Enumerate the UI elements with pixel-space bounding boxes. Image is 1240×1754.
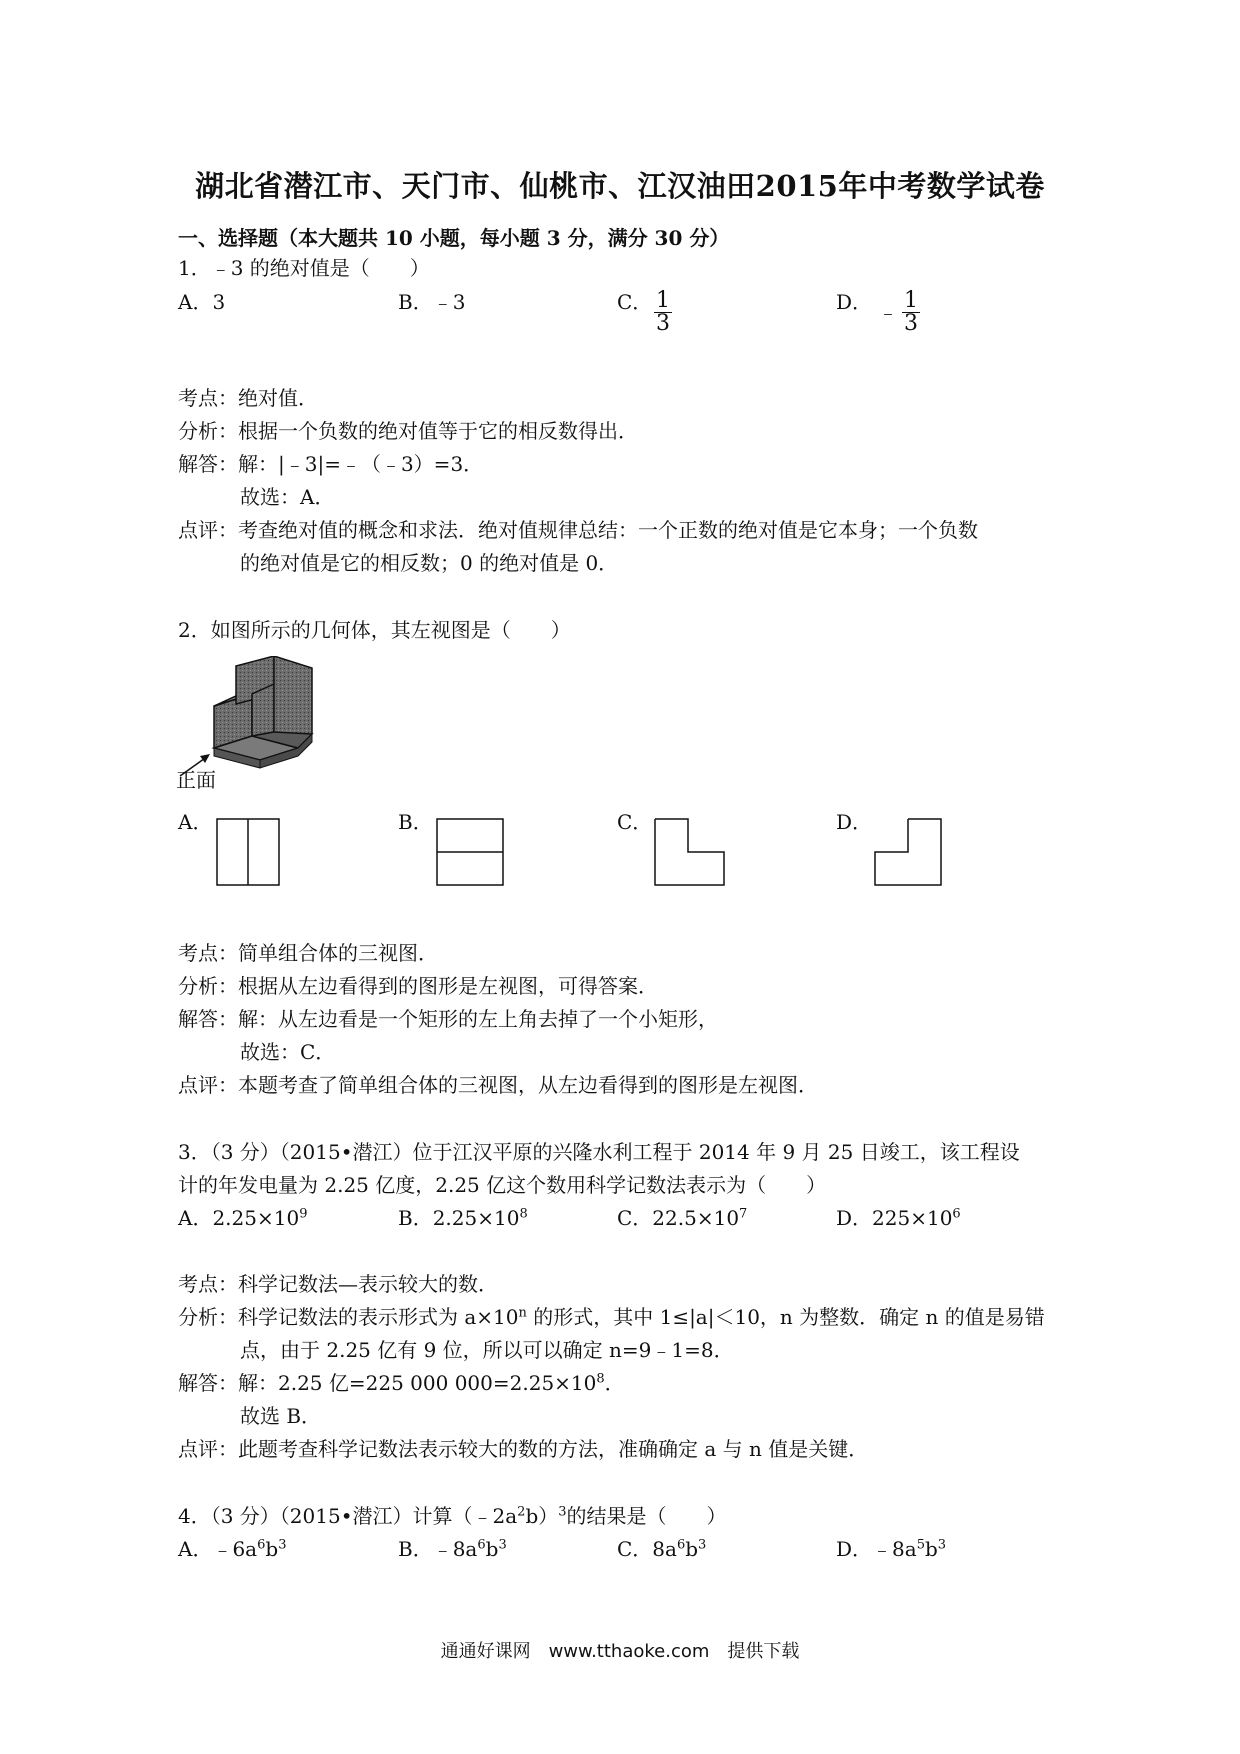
q1-option-d-sign: ﹣ [878,300,898,324]
q2-option-d-figure [874,818,944,888]
q3-fenxi-line1: 分析：科学记数法的表示形式为 $a\times 10^n$ 的形式，其中 1≤|a|＜10，n 为整数．确定 n 的值是易错 [178,1305,1045,1329]
q2-option-c-label: C． [617,810,653,834]
q3-kaodian: 考点：科学记数法—表示较大的数． [178,1272,498,1296]
q2-dianping: 点评：本题考查了简单组合体的三视图，从左边看得到的图形是左视图． [178,1073,818,1097]
q1-option-d-label: D． [836,290,873,314]
q3-guxuan: 故选 B． [240,1404,322,1428]
q2-jieda: 解答：解：从左边看是一个矩形的左上角去掉了一个小矩形， [178,1007,718,1031]
q3-option-a: A．$2.25\times 10^9$ [178,1206,308,1230]
q1-guxuan: 故选：A． [240,485,335,509]
q3-stem-line1: 3．（3 分）（2015•潜江）位于江汉平原的兴隆水利工程于 2014 年 9 月 25 日竣工，该工程设 [178,1140,1020,1164]
q1-option-c-denominator: 3 [656,311,670,336]
q2-front-label: 正面 [176,768,216,792]
q2-option-a-figure [216,818,282,888]
q4-option-d: D．$﹣8a^5b^3$ [836,1537,947,1561]
q2-kaodian: 考点：简单组合体的三视图． [178,941,438,965]
q4-option-b: B．$﹣8a^6b^3$ [398,1537,507,1561]
q2-guxuan: 故选：C． [240,1040,336,1064]
q3-stem-line2: 计的年发电量为 2.25 亿度，2.25 亿这个数用科学记数法表示为（ ） [178,1173,827,1197]
q2-option-d-label: D． [836,810,873,834]
q2-option-c-figure [654,818,728,888]
page-footer: 通通好课网 www.tthaoke.com 提供下载 [440,1641,800,1662]
q4-option-a: A．$﹣6a^6b^3$ [178,1537,287,1561]
q3-option-c: C．$22.5\times 10^7$ [617,1206,748,1230]
q1-option-a: A．3 [178,290,226,314]
q2-option-b-label: B． [398,810,433,834]
q1-dianping-line2: 的绝对值是它的相反数；0 的绝对值是 0． [240,551,619,575]
q1-kaodian: 考点：绝对值． [178,386,318,410]
page-title: 湖北省潜江市、天门市、仙桃市、江汉油田2015年中考数学试卷 [195,169,1045,203]
q4-stem: 4．（3 分）（2015•潜江）计算$(﹣2a^2b)^3$的结果是（ ） [178,1504,727,1528]
q2-option-a-label: A． [178,810,213,834]
q1-fenxi: 分析：根据一个负数的绝对值等于它的相反数得出． [178,419,638,443]
q1-option-b: B．﹣3 [398,290,466,314]
q1-option-d-denominator: 3 [904,311,918,336]
q3-dianping: 点评：此题考查科学记数法表示较大的数的方法，准确确定 a 与 n 值是关键． [178,1437,869,1461]
q3-option-d: D．$225\times 10^6$ [836,1206,961,1230]
q2-stem: 2．如图所示的几何体，其左视图是（ ） [178,618,571,642]
q1-option-c-fraction [654,290,672,335]
q1-option-c-label: C． [617,290,653,314]
q1-option-d-numerator: 1 [904,288,918,313]
q1-jieda: 解答：解：|﹣3|=﹣（﹣3）=3． [178,452,484,476]
q1-dianping-line1: 点评：考查绝对值的概念和求法．绝对值规律总结：一个正数的绝对值是它本身；一个负数 [178,518,978,542]
q2-option-b-figure [436,818,506,888]
q3-jieda: 解答：解：2.25 亿=225 000 $000=2.25\times 10^8$． [178,1371,625,1395]
q2-fenxi: 分析：根据从左边看得到的图形是左视图，可得答案． [178,974,658,998]
q1-stem: 1．﹣3 的绝对值是（ ） [178,256,430,280]
q1-option-c-numerator: 1 [656,288,670,313]
q1-option-d-fraction [902,290,920,335]
section-heading: 一、选择题（本大题共 10 小题，每小题 3 分，满分 30 分） [178,226,730,250]
q3-fenxi-line2: 点，由于 2.25 亿有 9 位，所以可以确定 n=9﹣1=8． [240,1338,734,1362]
q4-option-c: C．$8a^6b^3$ [617,1537,707,1561]
q3-option-b: B．$2.25\times 10^8$ [398,1206,528,1230]
